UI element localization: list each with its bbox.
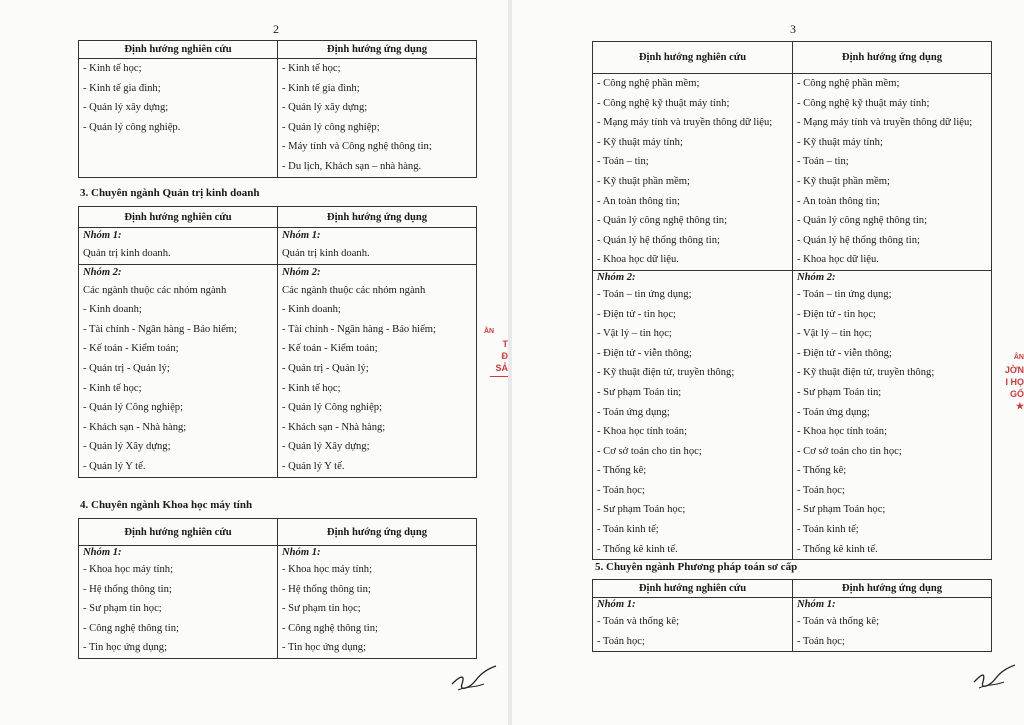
list-item: - Quản lý Xây dựng; bbox=[282, 441, 370, 453]
list-item: Các ngành thuộc các nhóm ngành bbox=[83, 284, 227, 296]
list-item: - Kinh doanh; bbox=[83, 304, 142, 316]
table-business-admin bbox=[78, 206, 477, 478]
list-item: - Kinh tế học; bbox=[83, 63, 142, 74]
list-item: - Khoa học máy tính; bbox=[282, 564, 373, 575]
list-item: - Thống kê kinh tế. bbox=[797, 543, 878, 555]
list-item: Quản trị kinh doanh. bbox=[83, 248, 171, 259]
list-item: - Kinh tế học; bbox=[282, 63, 341, 74]
list-item: - Kỹ thuật phần mềm; bbox=[797, 175, 890, 187]
list-item: - An toàn thông tin; bbox=[597, 195, 680, 207]
list-item: - Kinh tế gia đình; bbox=[83, 82, 161, 94]
list-item: - Hệ thống thông tin; bbox=[282, 583, 371, 595]
header-research: Định hướng nghiên cứu bbox=[79, 207, 278, 228]
list-item: - Mạng máy tính và truyền thông dữ liệu; bbox=[797, 117, 973, 129]
list-item: - Công nghệ kỹ thuật máy tính; bbox=[597, 97, 730, 109]
list-item: - Vật lý – tin học; bbox=[797, 328, 872, 340]
list-item: - Khoa học dữ liệu. bbox=[797, 254, 879, 266]
list-item: - Điện tử - viễn thông; bbox=[797, 347, 892, 359]
list-item: - Kinh tế học; bbox=[282, 382, 341, 394]
list-item: - Toán ứng dụng; bbox=[597, 406, 670, 418]
list-item: - Tin học ứng dụng; bbox=[282, 642, 367, 654]
list-item: - Quản lý công nghệ thông tin; bbox=[597, 215, 728, 227]
group-label: Nhóm 1: bbox=[83, 230, 122, 241]
list-item: - Khách sạn - Nhà hàng; bbox=[83, 421, 187, 433]
list-item: - Công nghệ kỹ thuật máy tính; bbox=[797, 97, 930, 109]
list-item: - Khoa học tính toán; bbox=[797, 426, 888, 438]
group-label: Nhóm 2: bbox=[797, 271, 836, 283]
group-label: Nhóm 2: bbox=[83, 266, 122, 278]
table-continued bbox=[592, 41, 992, 560]
list-item: - Kế toán - Kiểm toán; bbox=[282, 343, 378, 355]
list-item: - Toán – tin ứng dụng; bbox=[797, 288, 892, 300]
list-item: - Thống kê kinh tế. bbox=[597, 543, 678, 555]
document-page-left bbox=[0, 0, 508, 725]
header-research: Định hướng nghiên cứu bbox=[593, 580, 793, 598]
list-item: - Quản lý hệ thống thông tin; bbox=[797, 234, 920, 246]
header-applied: Định hướng ứng dụng bbox=[278, 519, 477, 546]
list-item: - Toán học; bbox=[597, 484, 645, 496]
group-label: Nhóm 1: bbox=[797, 599, 836, 610]
applied-column bbox=[278, 59, 477, 178]
section-title: 4. Chuyên ngành Khoa học máy tính bbox=[80, 499, 253, 511]
list-item: - Khoa học tính toán; bbox=[597, 426, 688, 438]
list-item: - Công nghệ phần mềm; bbox=[797, 78, 900, 89]
list-item: - Sư phạm Toán tin; bbox=[597, 386, 682, 398]
list-item: - Quản lý Công nghiệp; bbox=[282, 402, 383, 414]
header-research: Định hướng nghiên cứu bbox=[593, 42, 793, 74]
signature-mark bbox=[448, 662, 500, 696]
list-item: - Toán học; bbox=[797, 635, 845, 647]
list-item: Quản trị kinh doanh. bbox=[282, 248, 370, 259]
list-item: - Sư phạm tin học; bbox=[83, 603, 162, 615]
list-item: - Công nghệ thông tin; bbox=[83, 622, 179, 634]
list-item: - Hệ thống thông tin; bbox=[83, 583, 172, 595]
list-item: - Thống kê; bbox=[597, 465, 647, 477]
list-item: - Quản trị - Quản lý; bbox=[83, 362, 170, 374]
list-item: - Toán học; bbox=[797, 484, 845, 496]
list-item: - Kế toán - Kiểm toán; bbox=[83, 343, 179, 355]
list-item: - Kỹ thuật điện tử, truyền thông; bbox=[597, 367, 735, 379]
section-title: 5. Chuyên ngành Phương pháp toán sơ cấp bbox=[595, 561, 798, 573]
header-applied: Định hướng ứng dụng bbox=[793, 42, 992, 74]
list-item: - Quản lý Y tế. bbox=[83, 460, 146, 472]
list-item: - Công nghệ thông tin; bbox=[282, 622, 378, 634]
list-item: - Toán – tin; bbox=[597, 156, 649, 168]
group-label: Nhóm 1: bbox=[282, 547, 321, 558]
list-item: - Toán và thống kê; bbox=[597, 616, 680, 627]
list-item: Các ngành thuộc các nhóm ngành bbox=[282, 284, 426, 296]
list-item: - Kỹ thuật điện tử, truyền thông; bbox=[797, 367, 935, 379]
header-applied: Định hướng ứng dụng bbox=[793, 580, 992, 598]
list-item: - Quản lý công nghệ thông tin; bbox=[797, 215, 928, 227]
list-item: - Điện tử - tin học; bbox=[797, 308, 876, 320]
list-item: - Tài chính - Ngân hàng - Bảo hiểm; bbox=[282, 323, 436, 335]
red-seal-stamp: ẦN T Đ SẢ bbox=[484, 326, 508, 377]
list-item: - Vật lý – tin học; bbox=[597, 328, 672, 340]
header-applied: Định hướng ứng dụng bbox=[278, 207, 477, 228]
list-item: - Tin học ứng dụng; bbox=[83, 642, 168, 654]
signature-mark bbox=[970, 662, 1018, 694]
list-item: - Sư phạm Toán tin; bbox=[797, 386, 882, 398]
group-label: Nhóm 1: bbox=[597, 599, 636, 610]
list-item: - Quản lý Xây dựng; bbox=[83, 441, 171, 453]
list-item: - Máy tính và Công nghệ thông tin; bbox=[282, 141, 432, 153]
list-item: - Quản lý xây dựng; bbox=[282, 102, 368, 114]
list-item: - Toán và thống kê; bbox=[797, 616, 880, 627]
list-item: - Toán học; bbox=[597, 635, 645, 647]
list-item: - Quản lý hệ thống thông tin; bbox=[597, 234, 720, 246]
header-applied: Định hướng ứng dụng bbox=[278, 41, 477, 59]
page-number: 2 bbox=[273, 22, 279, 36]
list-item: - Kinh tế học; bbox=[83, 382, 142, 394]
list-item: - Quản lý Y tế. bbox=[282, 460, 345, 472]
list-item: - Kinh doanh; bbox=[282, 304, 341, 316]
list-item: - Cơ sở toán cho tin học; bbox=[797, 445, 902, 457]
page-number: 3 bbox=[790, 22, 796, 36]
list-item: - Sư phạm Toán học; bbox=[597, 504, 686, 516]
group-label: Nhóm 2: bbox=[597, 271, 636, 283]
list-item: - Toán ứng dụng; bbox=[797, 406, 870, 418]
list-item: - Khoa học dữ liệu. bbox=[597, 254, 679, 266]
list-item: - Quản lý Công nghiệp; bbox=[83, 402, 184, 414]
list-item: - Toán – tin; bbox=[797, 156, 849, 168]
list-item: - Tài chính - Ngân hàng - Bảo hiểm; bbox=[83, 323, 237, 335]
group-label: Nhóm 1: bbox=[282, 230, 321, 241]
research-column bbox=[79, 59, 278, 178]
list-item: - Quản lý xây dựng; bbox=[83, 102, 169, 114]
list-item: - Quản trị - Quản lý; bbox=[282, 362, 369, 374]
list-item: - Kỹ thuật phần mềm; bbox=[597, 175, 690, 187]
list-item: - Công nghệ phần mềm; bbox=[597, 78, 700, 89]
header-research: Định hướng nghiên cứu bbox=[79, 519, 278, 546]
red-seal-stamp: ÂN JỜN I HỌ GỐ ★ bbox=[1004, 354, 1024, 411]
list-item: - Quản lý công nghiệp. bbox=[83, 121, 181, 133]
table-elementary-math bbox=[592, 579, 992, 652]
list-item: - Sư phạm tin học; bbox=[282, 603, 361, 615]
list-item: - Quản lý công nghiệp; bbox=[282, 121, 380, 133]
list-item: - An toàn thông tin; bbox=[797, 195, 880, 207]
list-item: - Toán – tin ứng dụng; bbox=[597, 288, 692, 300]
header-research: Định hướng nghiên cứu bbox=[79, 41, 278, 59]
list-item: - Toán kinh tế; bbox=[797, 524, 859, 536]
group-label: Nhóm 2: bbox=[282, 266, 321, 278]
table-computer-science bbox=[78, 518, 477, 659]
list-item: - Khoa học máy tính; bbox=[83, 564, 174, 575]
table-continued bbox=[78, 40, 477, 178]
group-label: Nhóm 1: bbox=[83, 547, 122, 558]
section-title: 3. Chuyên ngành Quản trị kinh doanh bbox=[80, 187, 260, 199]
list-item: - Kỹ thuật máy tính; bbox=[597, 136, 683, 148]
document-page-right bbox=[512, 0, 1024, 725]
list-item: - Điện tử - tin học; bbox=[597, 308, 676, 320]
list-item: - Khách sạn - Nhà hàng; bbox=[282, 421, 386, 433]
list-item: - Kinh tế gia đình; bbox=[282, 82, 360, 94]
list-item: - Du lịch, Khách sạn – nhà hàng. bbox=[282, 160, 422, 172]
list-item: - Điện tử - viễn thông; bbox=[597, 347, 692, 359]
list-item: - Cơ sở toán cho tin học; bbox=[597, 445, 702, 457]
list-item: - Mạng máy tính và truyền thông dữ liệu; bbox=[597, 117, 773, 129]
list-item: - Toán kinh tế; bbox=[597, 524, 659, 536]
list-item: - Sư phạm Toán học; bbox=[797, 504, 886, 516]
list-item: - Thống kê; bbox=[797, 465, 847, 477]
list-item: - Kỹ thuật máy tính; bbox=[797, 136, 883, 148]
